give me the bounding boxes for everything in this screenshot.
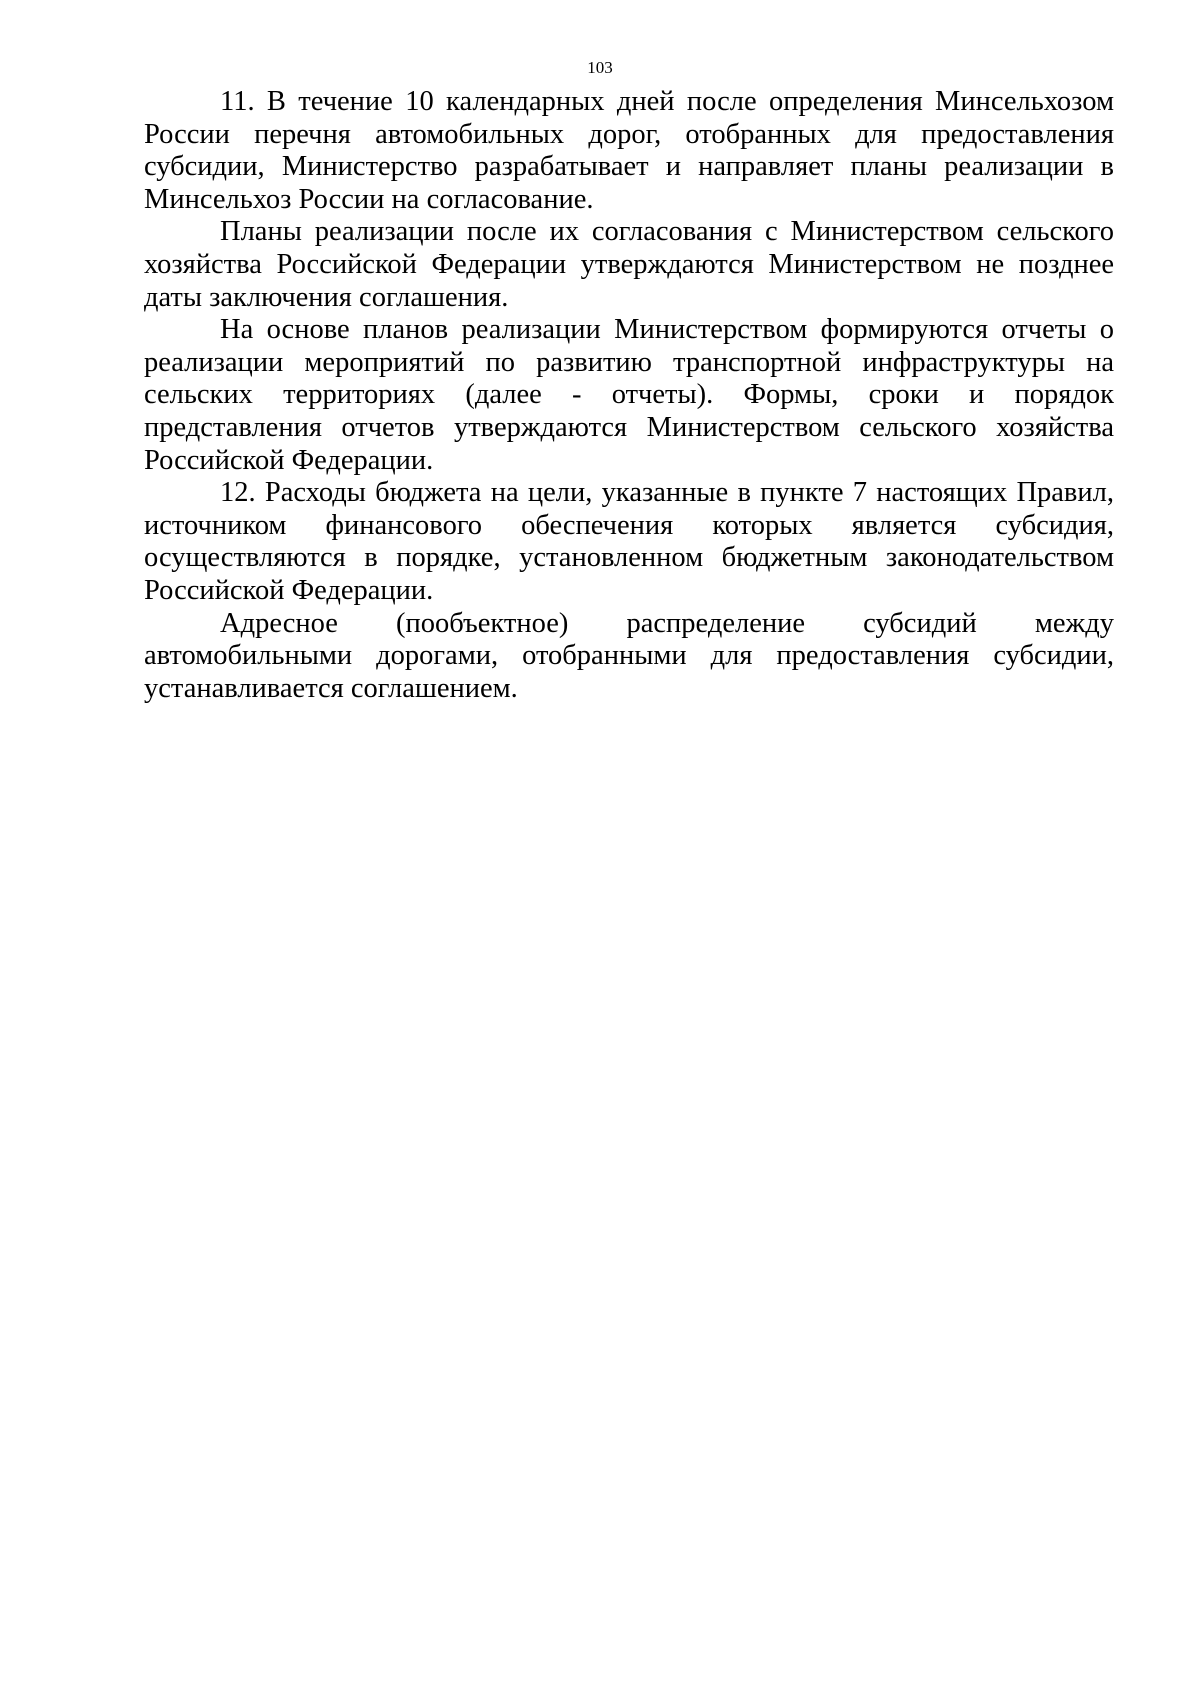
paragraph-subsidy-distribution: Адресное (пообъектное) распределение субсидий между автомобильными дорогами, отобранными для предоставления субсидии, устанавливается соглашением.	[144, 607, 1114, 704]
paragraph-plans-approval: Планы реализации после их согласования с Министерством сельского хозяйства Российской Федерации утверждаются Министерством не позднее даты заключения соглашения.	[144, 216, 1114, 313]
paragraph-item-11: 11. В течение 10 календарных дней после определения Минсельхозом России перечня автомобильных дорог, отобранных для предоставления субсидии, Министерство разрабатывает и направляет планы реализации в Минсельхоз России на согласование.	[144, 86, 1114, 215]
paragraph-item-12: 12. Расходы бюджета на цели, указанные в пункте 7 настоящих Правил, источником финансового обеспечения которых является субсидия, осуществляются в порядке, установленном бюджетным законодательством Российской Федерации.	[144, 477, 1114, 606]
paragraph-reports: На основе планов реализации Министерством формируются отчеты о реализации мероприятий по развитию транспортной инфраструктуры на сельских территориях (далее - отчеты). Формы, сроки и порядок представления отчетов утверждаются Министерством сельского хозяйства Российской Федерации.	[144, 314, 1114, 476]
document-body	[144, 86, 1114, 705]
page-number: 103	[587, 58, 613, 77]
